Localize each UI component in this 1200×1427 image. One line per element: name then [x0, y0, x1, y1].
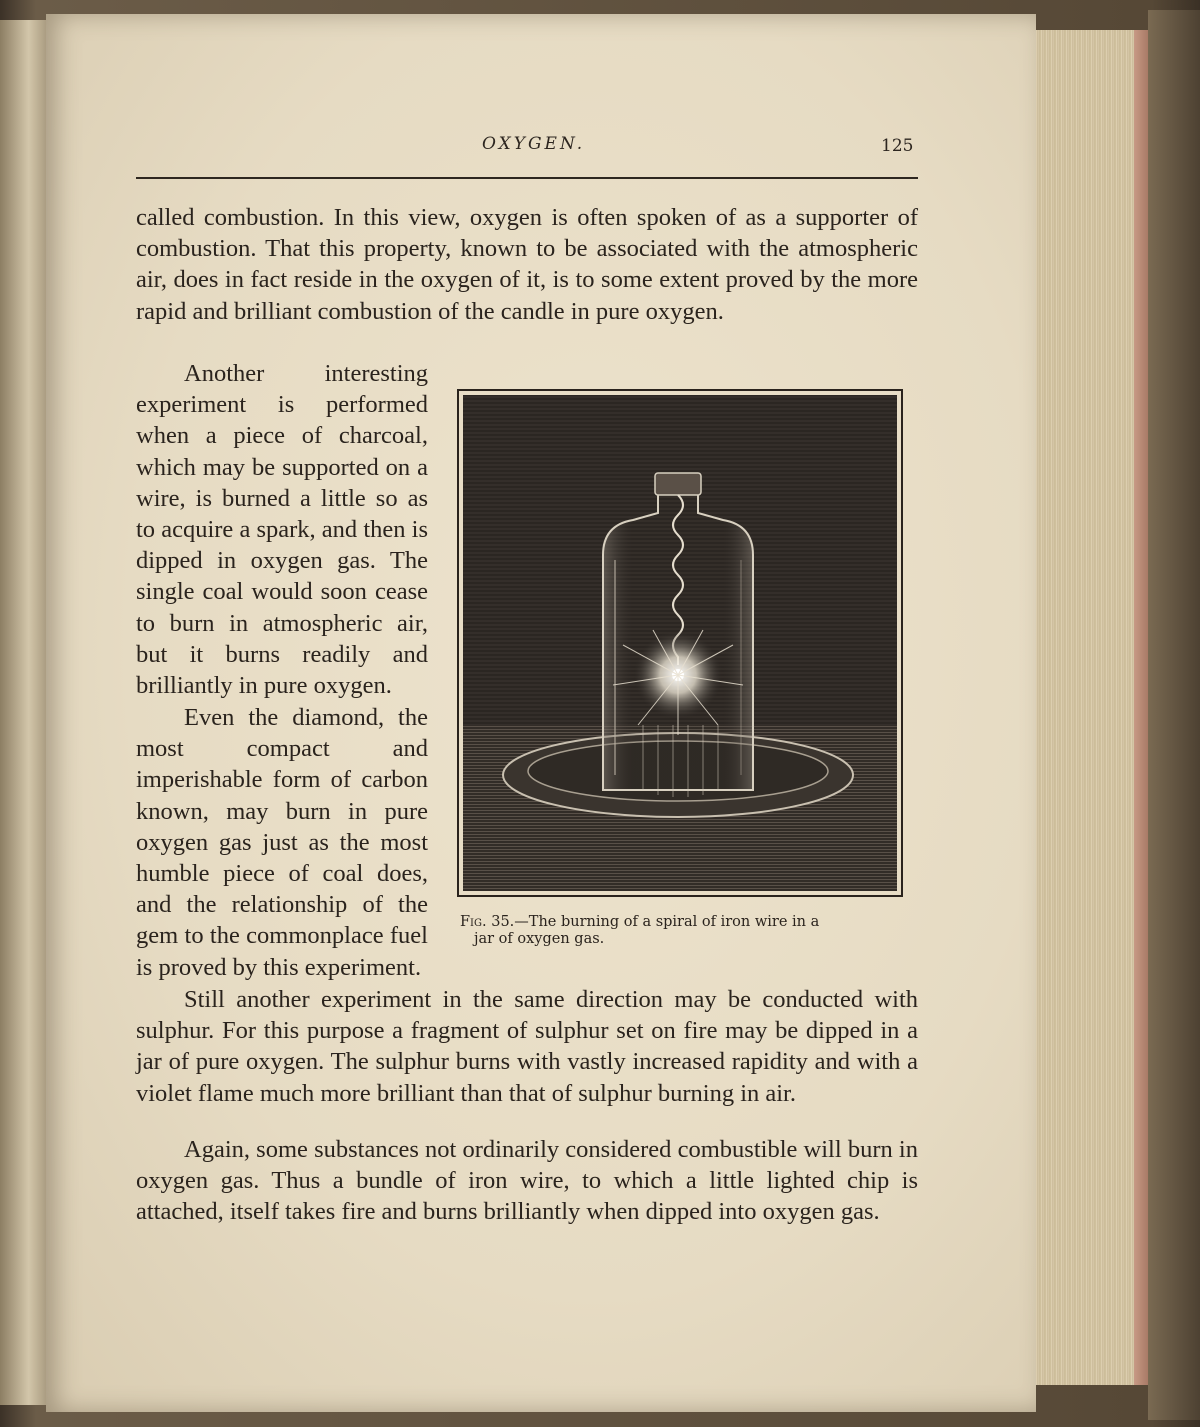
book-cover-edge	[1148, 10, 1200, 1420]
figure-caption	[460, 914, 910, 948]
paragraph-2: Another interesting experiment is performed when a piece of charcoal, which may be supported on a wire, is burned a little so as to acquire a spark, and then is dipped in oxygen gas. The single coal would soon cease to burn in atmospheric air, but it burns readily and brilliantly in pure oxygen.	[136, 360, 428, 700]
caption-line-1: —The burning of a spiral of iron wire in a	[514, 914, 820, 930]
figure-engraving	[457, 389, 903, 897]
page-edges	[1018, 30, 1148, 1385]
paragraph-5: Again, some substances not ordinarily considered combustible will burn in oxygen gas. Thus a bundle of iron wire, to which a little lighted chip is attached, itself takes fire and burns brilliantly when dipped into oxygen gas.	[136, 1136, 918, 1226]
jar-illustration	[463, 395, 897, 891]
paragraph-1: called combustion. In this view, oxygen is often spoken of as a supporter of combustion. That this property, known to be associated with the atmospheric air, does in fact reside in the oxygen of it, is to some extent proved by the more rapid and brilliant combustion of the candle in pure oxygen.	[136, 204, 918, 325]
paragraph-4: Still another experiment in the same direction may be conducted with sulphur. For this purpose a fragment of sulphur set on fire may be dipped in a jar of pure oxygen. The sulphur burns with vastly increased rapidity and with a violet flame much more brilliant than that of sulphur burning in air.	[136, 986, 918, 1107]
page-number: 125	[881, 136, 914, 156]
paragraph-3: Even the diamond, the most compact and imperishable form of carbon known, may burn in pure oxygen gas just as the most humble piece of coal does, and the relationship of the gem to the commonplace fuel is proved by this experiment.	[136, 704, 428, 981]
figure-label: Fig. 35.	[460, 914, 515, 930]
left-page-edge	[0, 20, 52, 1405]
header-rule	[136, 177, 918, 179]
caption-line-2: jar of oxygen gas.	[474, 931, 605, 947]
running-head: OXYGEN.	[482, 134, 586, 154]
